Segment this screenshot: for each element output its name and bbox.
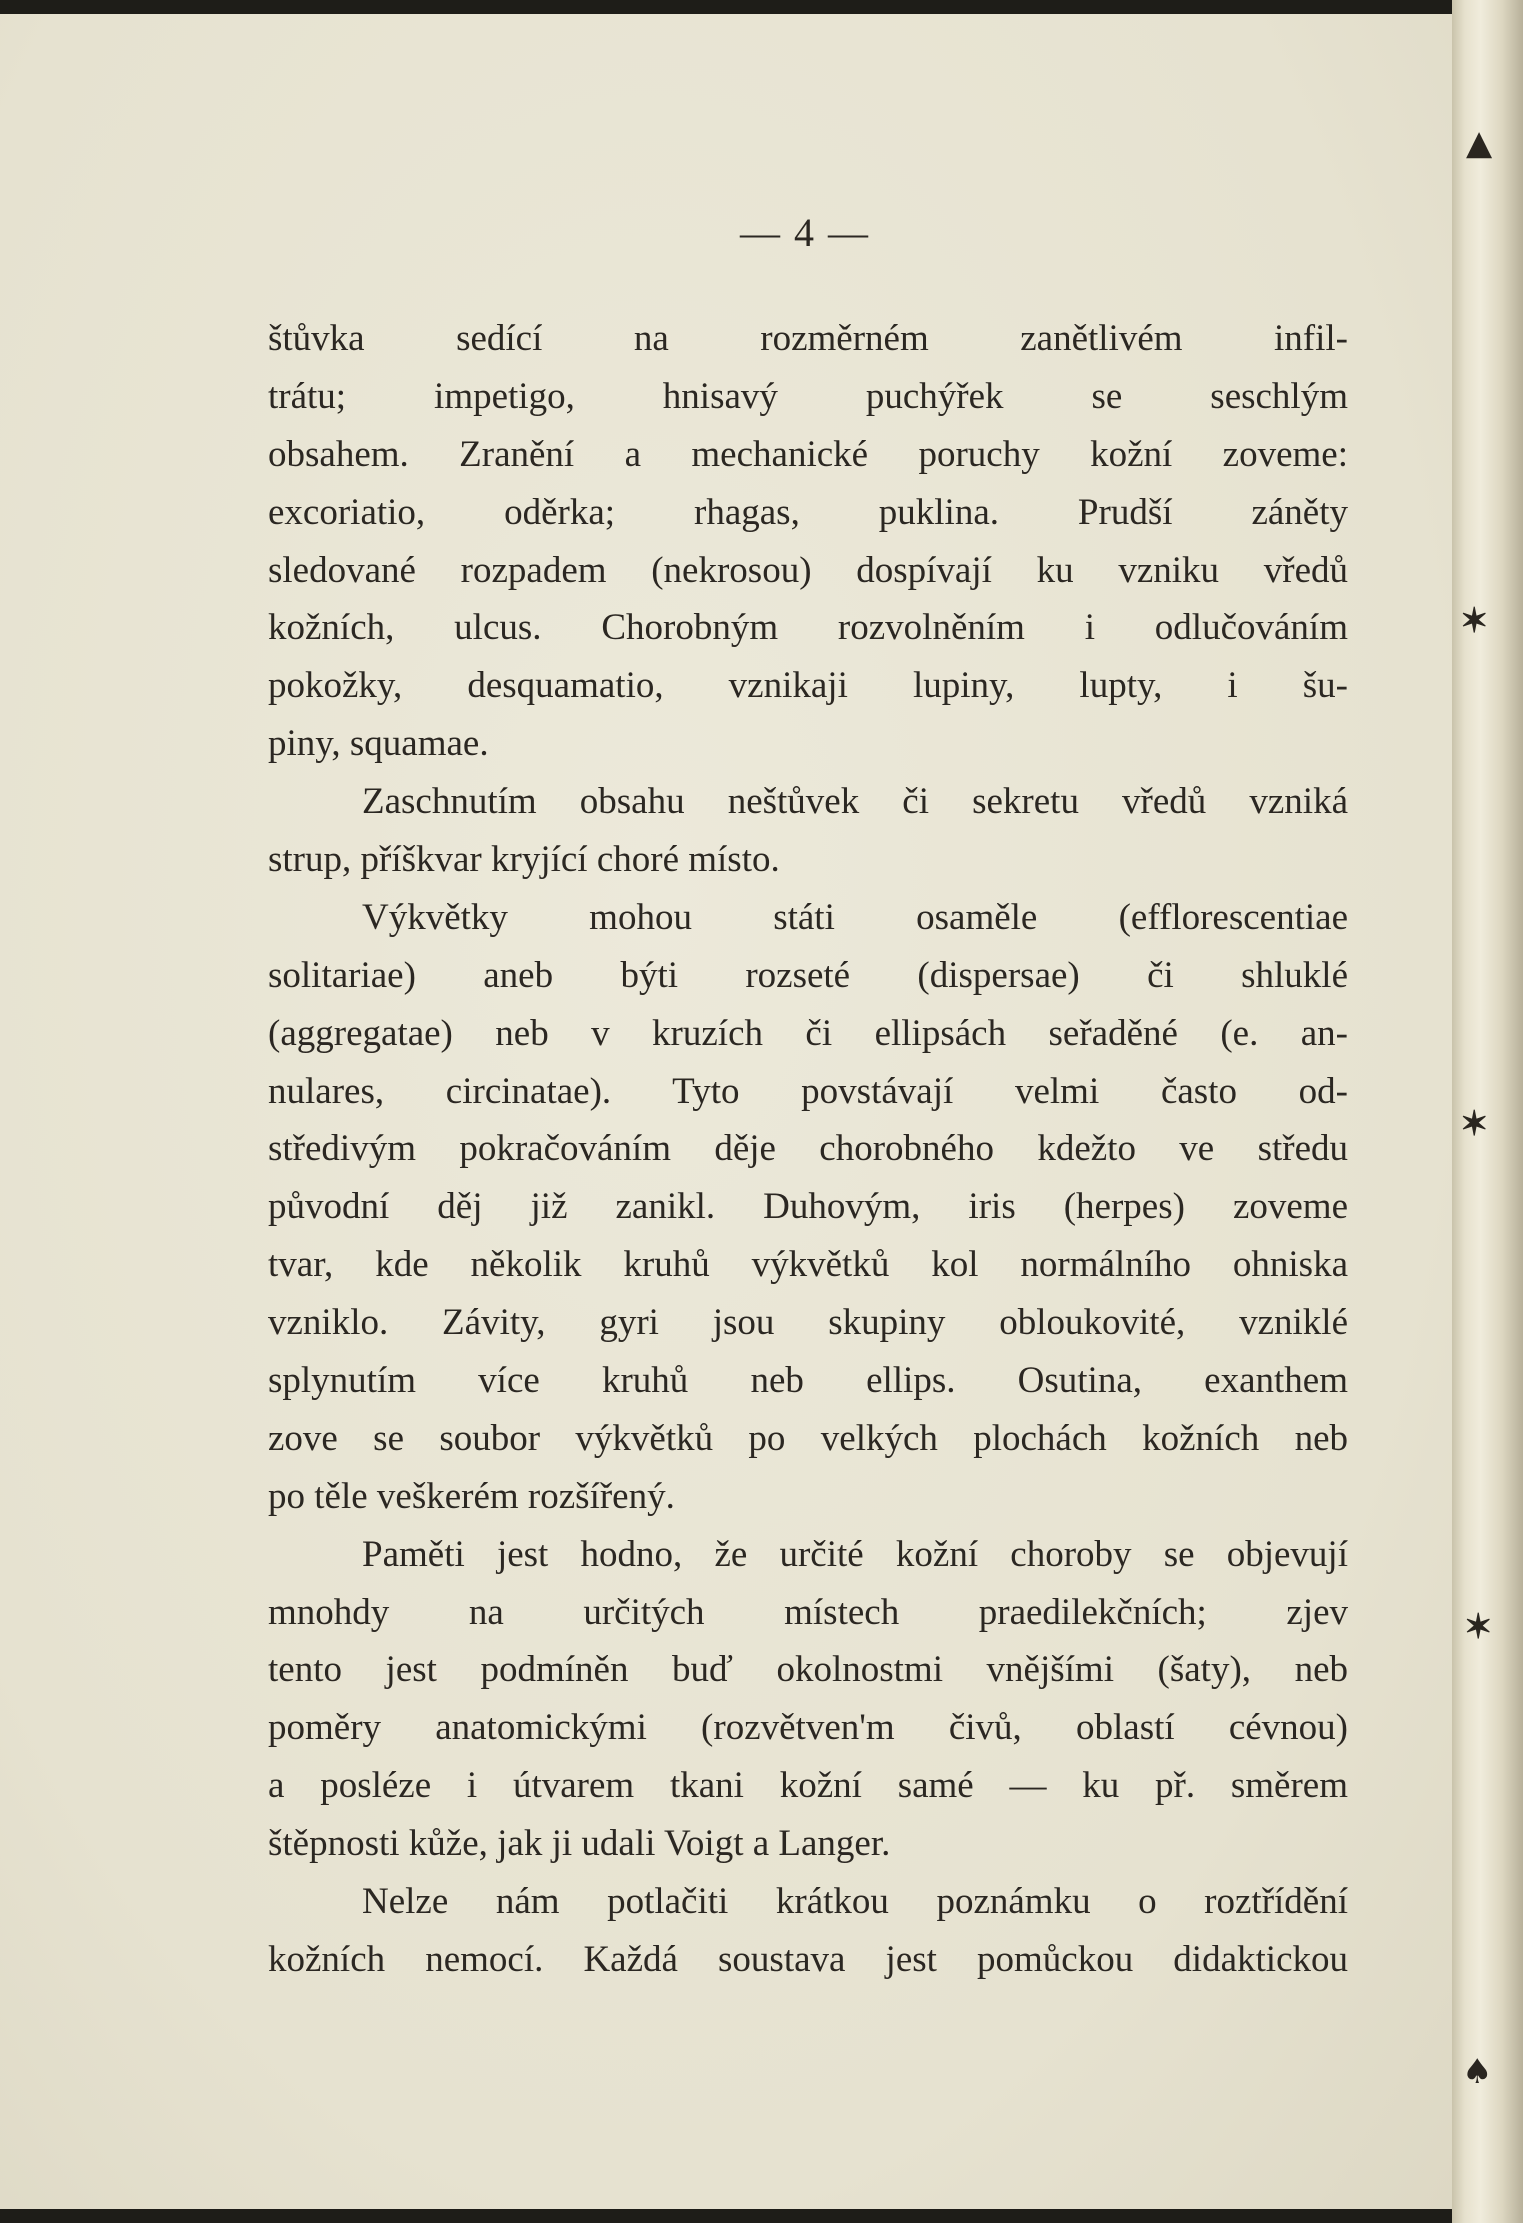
text-line: (aggregatae) neb v kruzích či ellipsách seřaděné (e. an- [268,1012,1348,1054]
text-line: a posléze i útvarem tkani kožní samé — ku př. směrem [268,1765,1348,1807]
text-line: pokožky, desquamatio, vznikaji lupiny, lupty, i šu- [268,665,1348,707]
text-line: splynutím více kruhů neb ellips. Osutina, exanthem [268,1360,1348,1402]
edge-mark-3: ✶ [1460,1104,1489,1144]
text-line: Výkvětky mohou státi osaměle (efflorescentiae [362,896,1348,938]
text-line: původní děj již zanikl. Duhovým, iris (herpes) zoveme [268,1186,1348,1228]
text-line: solitariae) aneb býti rozseté (dispersae) či shluklé [268,954,1348,996]
text-line: Nelze nám potlačiti krátkou poznámku o roztřídění [362,1881,1348,1923]
text-line: tvar, kde několik kruhů výkvětků kol normálního ohniska [268,1244,1348,1286]
text-line: mnohdy na určitých místech praedilekčních; zjev [268,1591,1348,1633]
text-line: obsahem. Zranění a mechanické poruchy kožní zoveme: [268,433,1348,475]
page-number: — 4 — [740,210,870,255]
text-line: trátu; impetigo, hnisavý puchýřek se seschlým [268,375,1348,417]
text-line: kožních nemocí. Každá soustava jest pomůckou didaktickou [268,1938,1348,1980]
text-line: štůvka sedící na rozměrném zanětlivém infil- [268,318,1348,359]
edge-mark-1: ▲ [1466,123,1493,163]
text-line: zove se soubor výkvětků po velkých plochách kožních neb [268,1417,1348,1459]
text-line: sledované rozpadem (nekrosou) dospívají ku vzniku vředů [268,549,1348,591]
edge-mark-5: ♠ [1462,2052,1493,2092]
body-text [268,310,1348,1989]
text-line: po těle veškerém rozšířený. [268,1475,675,1517]
text-line: vzniklo. Závity, gyri jsou skupiny obloukovité, vzniklé [268,1302,1348,1344]
text-line: strup, příškvar kryjící choré místo. [268,839,780,881]
text-line: středivým pokračováním děje chorobného kdežto ve středu [268,1128,1348,1170]
book-page [0,14,1452,2209]
edge-mark-4: ✶ [1464,1607,1493,1647]
text-line: Paměti jest hodno, že určité kožní choroby se objevují [362,1533,1348,1575]
text-line: štěpnosti kůže, jak ji udali Voigt a Langer. [268,1823,891,1865]
text-line: tento jest podmíněn buď okolnostmi vnějšími (šaty), neb [268,1649,1348,1691]
text-line: Zaschnutím obsahu neštůvek či sekretu vředů vzniká [362,781,1348,823]
text-line: kožních, ulcus. Chorobným rozvolněním i odlučováním [268,607,1348,649]
text-line: poměry anatomickými (rozvětven'm čivů, oblastí cévnou) [268,1707,1348,1749]
next-page-edge [1452,0,1523,2223]
text-line: piny, squamae. [268,723,489,765]
text-line: excoriatio, oděrka; rhagas, puklina. Prudší záněty [268,491,1348,533]
edge-mark-2: ✶ [1460,601,1489,641]
text-line: nulares, circinatae). Tyto povstávají velmi často od- [268,1070,1348,1112]
